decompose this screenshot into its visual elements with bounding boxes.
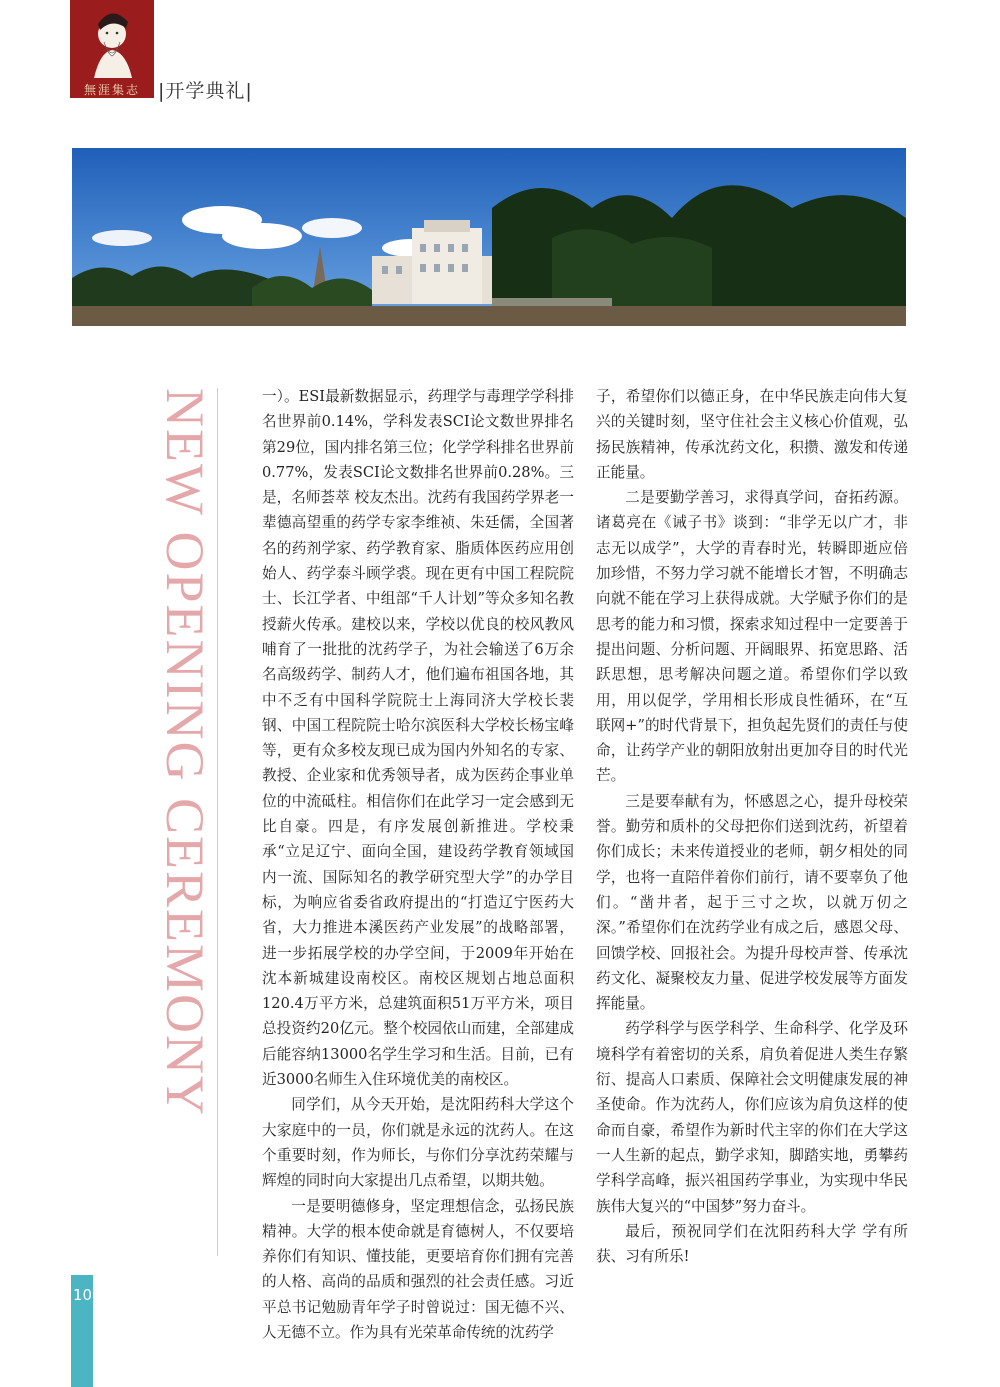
paragraph: 子，希望你们以德正身，在中华民族走向伟大复兴的关键时刻，坚守住社会主义核心价值观，弘扬民族精神，传承沈药文化，积攒、激发和传递正能量。 bbox=[596, 388, 908, 481]
section-title: |开学典礼| bbox=[158, 80, 253, 102]
scholar-portrait-icon bbox=[70, 0, 154, 82]
page-number: 10 bbox=[73, 1286, 93, 1304]
magazine-logo-text: 無涯集志 bbox=[70, 82, 154, 98]
magazine-logo bbox=[70, 0, 154, 82]
article-column-right bbox=[596, 384, 908, 1269]
paragraph: 一）。ESI最新数据显示，药理学与毒理学学科排名世界前0.14%，学科发表SCI论文数世界排名第29位，国内排名第三位；化学学科排名世界前0.77%，发表SCI论文数排名世界前0.28%。三是，名师荟萃 校友杰出。沈药有我国药学界老一辈德高望重的药学专家李维祯、朱廷儒，全国著名的药剂学家、药学教育家、脂质体医药应用创始人、药学泰斗顾学裘。现在更有中国工程院院士、长江学者、中组部“千人计划”等众多知名教授薪火传承。建校以来，学校以优良的校风教风哺育了一批批的沈药学子，为社会输送了6万余名高级药学、制药人才，他们遍布祖国各地，其中不乏有中国科学院院士上海同济大学校长裴钢、中国工程院院士哈尔滨医科大学校长杨宝峰等，更有众多校友现已成为国内外知名的专家、教授、企业家和优秀领导者，成为医药企事业单位的中流砥柱。相信你们在此学习一定会感到无比自豪。四是，有序发展创新推进。学校秉承“立足辽宁、面向全国，建设药学教育领域国内一流、国际知名的教学研究型大学”的办学目标，为响应省委省政府提出的“打造辽宁医药大省，大力推进本溪医药产业发展”的战略部署，进一步拓展学校的办学空间，于2009年开始在沈本新城建设南校区。南校区规划占地总面积120.4万平方米，总建筑面积51万平方米，项目总投资约20亿元。整个校园依山而建，全部建成后能容纳13000名学生学习和生活。目前，已有近3000名师生入住环境优美的南校区。 bbox=[262, 388, 574, 1089]
paragraph: 二是要勤学善习，求得真学问，奋拓药源。诸葛亮在《诫子书》谈到：“非学无以广才，非志无以成学”，大学的青春时光，转瞬即逝应倍加珍惜，不努力学习就不能增长才智，不明确志向就不能在学习上获得成就。大学赋予你们的是思考的能力和习惯，探索求知过程中一定要善于提出问题、分析问题、开阔眼界、拓宽思路、活跃思想，思考解决问题之道。希望你们学以致用，用以促学，学用相长形成良性循环，在“互联网+”的时代背景下，担负起先贤们的责任与使命，让药学产业的朝阳放射出更加夺目的时代光芒。 bbox=[596, 489, 908, 785]
vertical-title: NEW OPENING CEREMONY bbox=[155, 388, 215, 1117]
divider-line bbox=[217, 388, 218, 1256]
campus-panorama-photo bbox=[72, 148, 906, 326]
paragraph: 一是要明德修身，坚定理想信念，弘扬民族精神。大学的根本使命就是育德树人，不仅要培养你们有知识、懂技能，更要培育你们拥有完善的人格、高尚的品质和强烈的社会责任感。习近平总书记勉励青年学子时曾说过：国无德不兴、人无德不立。作为具有光荣革命传统的沈药学 bbox=[262, 1197, 574, 1341]
paragraph: 最后，预祝同学们在沈阳药科大学 学有所获、习有所乐! bbox=[596, 1222, 908, 1266]
paragraph: 同学们，从今天开始，是沈阳药科大学这个大家庭中的一员，你们就是永远的沈药人。在这个重要时刻，作为师长，与你们分享沈药荣耀与辉煌的同时向大家提出几点希望，以期共勉。 bbox=[262, 1096, 574, 1190]
paragraph: 三是要奉献有为，怀感恩之心，提升母校荣誉。勤劳和质朴的父母把你们送到沈药，祈望着你们成长；未来传道授业的老师，朝夕相处的同学，也将一直陪伴着你们前行，请不要辜负了他们。“凿井者，起于三寸之坎，以就万仞之深。”希望你们在沈药学业有成之后，感恩父母、回馈学校、回报社会。为提升母校声誉、传承沈药文化、凝聚校友力量、促进学校发展等方面发挥能量。 bbox=[596, 792, 908, 1013]
article-column-left bbox=[262, 384, 574, 1345]
paragraph: 药学科学与医学科学、生命科学、化学及环境科学有着密切的关系，肩负着促进人类生存繁衍、提高人口素质、保障社会文明健康发展的神圣使命。作为沈药人，你们应该为肩负这样的使命而自豪，希望作为新时代主宰的你们在大学这一人生新的起点，勤学求知，脚踏实地，勇攀药学科学高峰，振兴祖国药学事业，为实现中华民族伟大复兴的“中国梦”努力奋斗。 bbox=[596, 1020, 908, 1215]
